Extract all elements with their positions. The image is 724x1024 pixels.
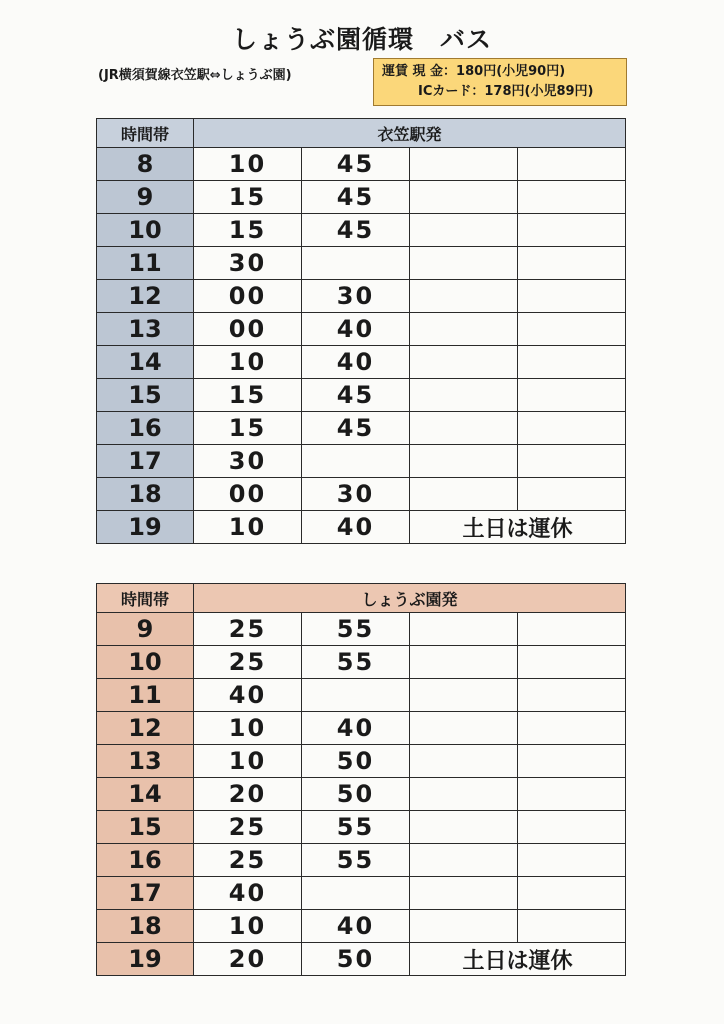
table-row [97,712,626,745]
empty-cell [410,346,518,379]
empty-cell [518,346,626,379]
service-note: 土日は運休 [410,511,626,544]
minute-cell: 30 [194,445,302,478]
minute-cell: 45 [302,181,410,214]
empty-cell [518,379,626,412]
empty-cell [518,844,626,877]
table-row [97,379,626,412]
minute-cell: 10 [194,148,302,181]
empty-cell [410,379,518,412]
empty-cell [518,778,626,811]
minute-cell: 15 [194,379,302,412]
minute-cell: 45 [302,214,410,247]
empty-cell [410,181,518,214]
hour-cell: 16 [97,412,194,445]
fare-ic: ICカード：178円(小児89円) [418,84,594,99]
service-note: 土日は運休 [410,943,626,976]
empty-cell [410,745,518,778]
empty-cell [410,778,518,811]
minute-cell [302,679,410,712]
empty-cell [518,910,626,943]
empty-cell [518,712,626,745]
table-row [97,181,626,214]
header-time-band: 時間帯 [97,584,194,613]
table-row [97,445,626,478]
minute-cell: 45 [302,412,410,445]
minute-cell: 30 [302,478,410,511]
minute-cell: 30 [302,280,410,313]
empty-cell [518,679,626,712]
minute-cell: 40 [194,679,302,712]
empty-cell [518,811,626,844]
table-row [97,511,626,544]
minute-cell: 50 [302,943,410,976]
header-station: 衣笠駅発 [194,119,626,148]
hour-cell: 16 [97,844,194,877]
minute-cell [302,445,410,478]
empty-cell [410,478,518,511]
empty-cell [410,877,518,910]
timetable-kinugasa [96,118,626,544]
fare-cash: 運賃 現 金：180円(小児90円) [382,64,566,79]
hour-cell: 19 [97,943,194,976]
table-row [97,412,626,445]
table-row [97,778,626,811]
empty-cell [410,844,518,877]
minute-cell: 15 [194,214,302,247]
hour-cell: 17 [97,877,194,910]
minute-cell: 20 [194,943,302,976]
header-time-band: 時間帯 [97,119,194,148]
minute-cell: 00 [194,478,302,511]
hour-cell: 15 [97,379,194,412]
hour-cell: 11 [97,247,194,280]
minute-cell: 25 [194,613,302,646]
empty-cell [518,280,626,313]
table-row [97,679,626,712]
minute-cell: 55 [302,844,410,877]
empty-cell [518,877,626,910]
hour-cell: 13 [97,745,194,778]
table-row [97,613,626,646]
table-row [97,646,626,679]
minute-cell: 40 [302,346,410,379]
empty-cell [410,811,518,844]
minute-cell: 40 [302,712,410,745]
minute-cell: 55 [302,613,410,646]
minute-cell: 00 [194,313,302,346]
hour-cell: 18 [97,478,194,511]
hour-cell: 15 [97,811,194,844]
hour-cell: 10 [97,646,194,679]
page-title: しょうぶ園循環 バス [231,25,492,54]
minute-cell: 10 [194,346,302,379]
empty-cell [518,478,626,511]
minute-cell: 40 [194,877,302,910]
timetable-shobuen [96,583,626,976]
table-row [97,280,626,313]
empty-cell [518,412,626,445]
minute-cell: 15 [194,412,302,445]
empty-cell [518,181,626,214]
empty-cell [518,247,626,280]
empty-cell [518,445,626,478]
empty-cell [410,712,518,745]
minute-cell: 50 [302,778,410,811]
minute-cell: 55 [302,811,410,844]
empty-cell [518,745,626,778]
minute-cell: 40 [302,910,410,943]
minute-cell: 50 [302,745,410,778]
minute-cell [302,877,410,910]
minute-cell: 45 [302,379,410,412]
table-row [97,247,626,280]
table-header-row [97,584,626,613]
table-row [97,943,626,976]
minute-cell: 15 [194,181,302,214]
empty-cell [410,247,518,280]
empty-cell [410,280,518,313]
hour-cell: 10 [97,214,194,247]
table-row [97,214,626,247]
table-row [97,148,626,181]
table-row [97,346,626,379]
minute-cell [302,247,410,280]
minute-cell: 25 [194,844,302,877]
hour-cell: 14 [97,346,194,379]
empty-cell [410,613,518,646]
empty-cell [410,646,518,679]
empty-cell [410,679,518,712]
empty-cell [518,214,626,247]
hour-cell: 12 [97,280,194,313]
minute-cell: 25 [194,646,302,679]
minute-cell: 10 [194,511,302,544]
minute-cell: 10 [194,712,302,745]
table-row [97,910,626,943]
minute-cell: 30 [194,247,302,280]
hour-cell: 11 [97,679,194,712]
minute-cell: 55 [302,646,410,679]
empty-cell [410,445,518,478]
hour-cell: 17 [97,445,194,478]
table-row [97,811,626,844]
table-row [97,844,626,877]
fare-box [373,58,627,106]
minute-cell: 40 [302,313,410,346]
minute-cell: 00 [194,280,302,313]
table-row [97,478,626,511]
empty-cell [518,148,626,181]
hour-cell: 13 [97,313,194,346]
empty-cell [410,313,518,346]
header-station: しょうぶ園発 [194,584,626,613]
hour-cell: 9 [97,613,194,646]
hour-cell: 18 [97,910,194,943]
table-row [97,313,626,346]
minute-cell: 25 [194,811,302,844]
minute-cell: 40 [302,511,410,544]
hour-cell: 19 [97,511,194,544]
empty-cell [518,646,626,679]
empty-cell [518,313,626,346]
route-label: (JR横須賀線衣笠駅⇔しょうぶ園) [98,68,292,83]
empty-cell [410,412,518,445]
empty-cell [410,214,518,247]
empty-cell [410,148,518,181]
minute-cell: 10 [194,910,302,943]
hour-cell: 8 [97,148,194,181]
table-row [97,877,626,910]
minute-cell: 10 [194,745,302,778]
table-header-row [97,119,626,148]
hour-cell: 14 [97,778,194,811]
empty-cell [410,910,518,943]
table-row [97,745,626,778]
minute-cell: 20 [194,778,302,811]
empty-cell [518,613,626,646]
hour-cell: 9 [97,181,194,214]
minute-cell: 45 [302,148,410,181]
hour-cell: 12 [97,712,194,745]
